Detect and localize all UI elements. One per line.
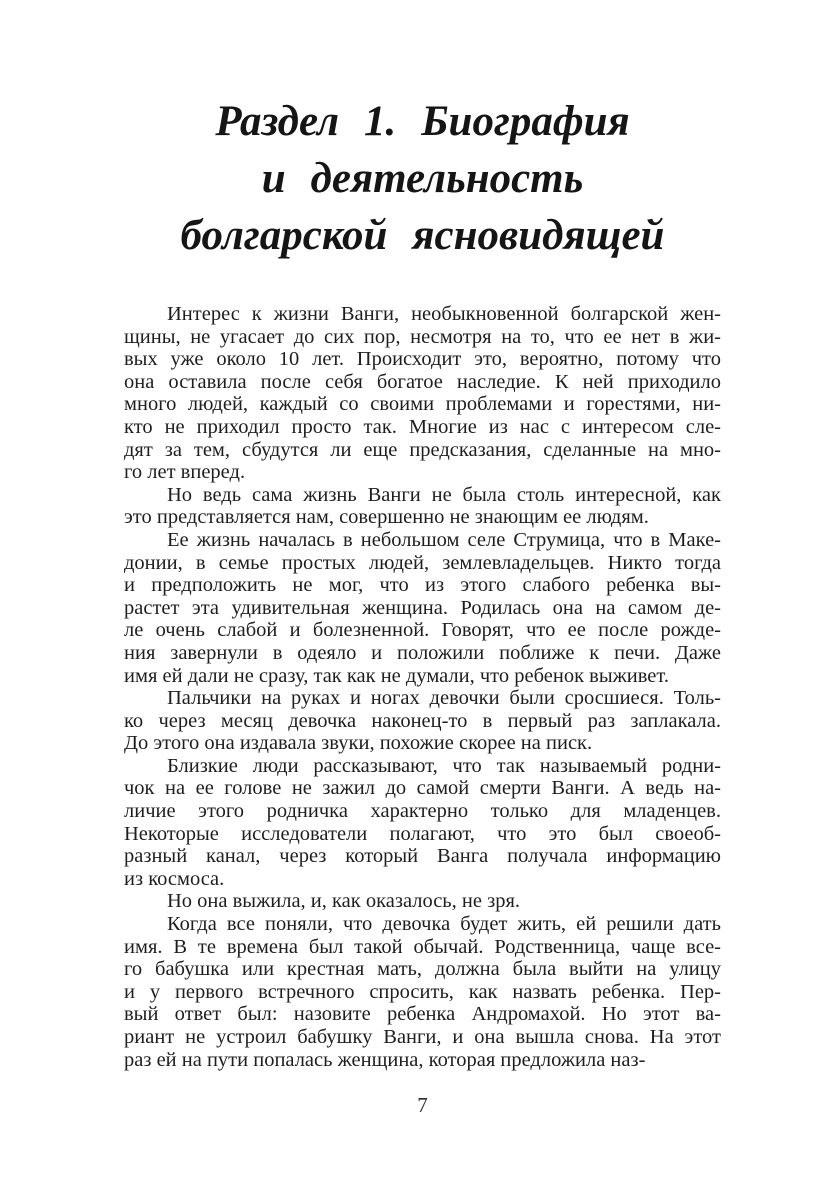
page-number: 7 (417, 1093, 428, 1117)
text-line: и у первого встречного спросить, как назвать ребенка. Пер- (124, 980, 721, 1003)
text-line: ния завернули в одеяло и положили поближе к печи. Даже (124, 641, 721, 664)
text-line: вых уже около 10 лет. Происходит это, вероятно, потому что (124, 348, 721, 371)
chapter-title (124, 93, 721, 264)
text-line: риант не устроил бабушку Ванги, и она вышла снова. На этот (124, 1026, 721, 1048)
text-line: Но ведь сама жизнь Ванги не была столь интересной, как (167, 483, 721, 506)
text-line: она оставила после себя богатое наследие. К ней приходило (124, 370, 721, 393)
text-line: донии, в семье простых людей, землевладельцев. Никто тогда (124, 551, 721, 574)
paragraph (124, 303, 721, 484)
chapter-title-line: болгарской ясновидящей (180, 212, 665, 259)
text-line: До этого она издавала звуки, похожие скорее на писк. (124, 732, 593, 755)
text-line: Некоторые исследователи полагают, что это был своеоб- (124, 822, 721, 845)
text-line: чок на ее голове не зажил до самой смерти Ванги. А ведь на- (124, 777, 721, 800)
text-line: Близкие люди рассказывают, что так называемый родни- (167, 754, 721, 777)
text-line: Но она выжила, и, как оказалось, не зря. (167, 890, 521, 913)
chapter-title-line: и деятельность (261, 155, 584, 202)
paragraph (124, 529, 721, 687)
paragraph (124, 913, 721, 1071)
text-line: ко через месяц девочка наконец-то в первый раз заплакала. (124, 709, 721, 732)
text-line: вый ответ был: назовите ребенка Андромахой. Но этот ва- (124, 1003, 721, 1026)
text-line: Когда все поняли, что девочка будет жить, ей решили дать (167, 913, 721, 936)
text-line: и предположить не мог, что из этого слабого ребенка вы- (124, 574, 721, 597)
text-line: го лет вперед. (124, 461, 246, 484)
text-line: раз ей на пути попалась женщина, которая предложила наз- (124, 1048, 646, 1071)
text-line: Интерес к жизни Ванги, необыкновенной болгарской жен- (167, 303, 721, 325)
text-line: ле очень слабой и болезненной. Говорят, что ее после рожде- (124, 619, 721, 642)
body-text (124, 303, 721, 1071)
paragraph (124, 890, 721, 913)
text-line: из космоса. (124, 867, 225, 890)
paragraph (124, 484, 721, 529)
text-line: имя. В те времена был такой обычай. Родственница, чаще все- (124, 935, 721, 958)
text-line: это представляется нам, совершенно не знающим ее людям. (124, 506, 649, 529)
text-line: растет эта удивительная женщина. Родилась она на самом де- (124, 596, 721, 619)
chapter-title-line: Раздел 1. Биография (215, 98, 630, 145)
paragraph (124, 687, 721, 755)
text-line: много людей, каждый со своими проблемами и горестями, ни- (124, 393, 721, 416)
text-line: го бабушка или крестная мать, должна была выйти на улицу (124, 958, 721, 981)
text-line: личие этого родничка характерно только для младенцев. (124, 800, 721, 823)
text-line: кто не приходил просто так. Многие из нас с интересом сле- (124, 415, 721, 438)
text-line: щины, не угасает до сих пор, несмотря на то, что ее нет в жи- (124, 325, 721, 348)
paragraph (124, 755, 721, 891)
text-line: имя ей дали не сразу, так как не думали, что ребенок выживет. (124, 664, 669, 687)
text-line: разный канал, через который Ванга получала информацию (124, 845, 721, 868)
text-line: Ее жизнь началась в небольшом селе Струмица, что в Маке- (167, 528, 721, 551)
text-line: дят за тем, сбудутся ли еще предсказания, сделанные на мно- (124, 438, 721, 461)
text-line: Пальчики на руках и ногах девочки были сросшиеся. Толь- (167, 687, 721, 710)
